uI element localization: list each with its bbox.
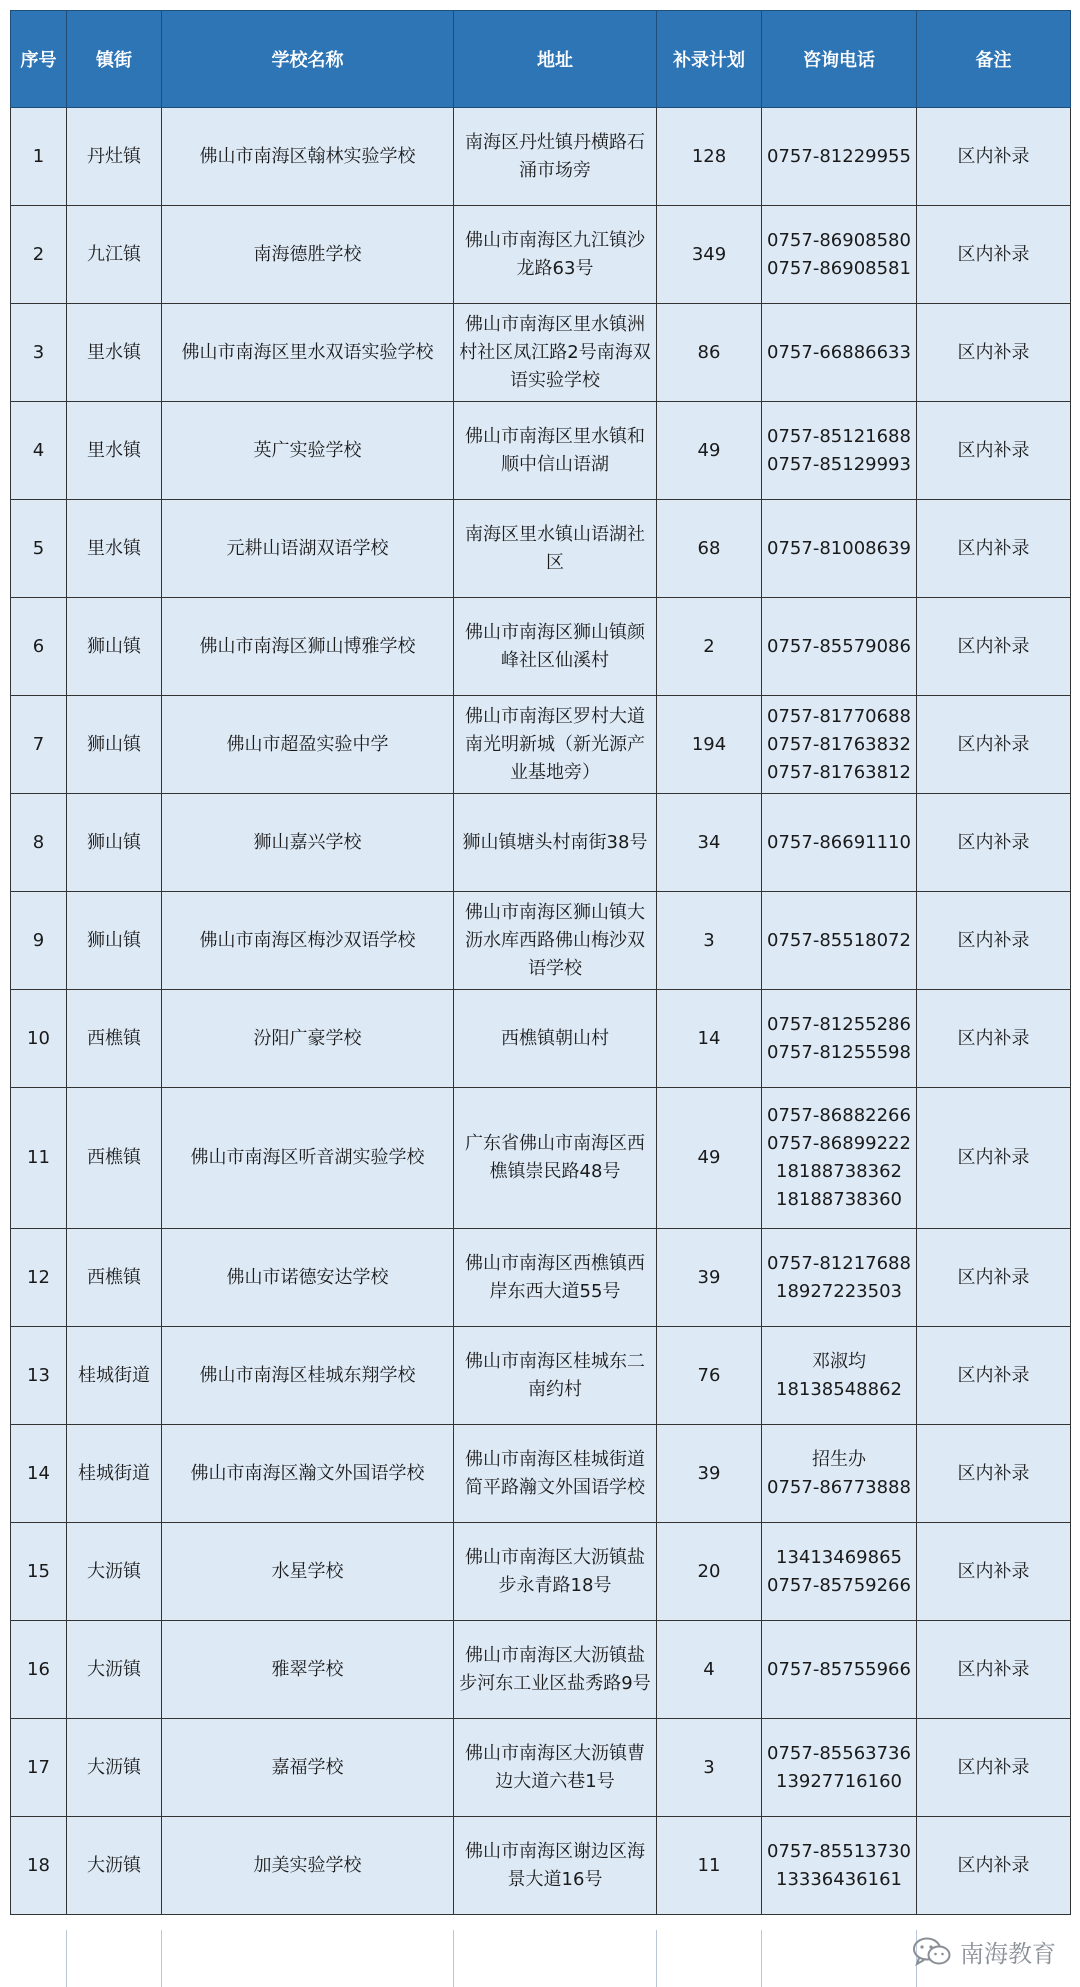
row-phone: [762, 500, 917, 598]
row-town: 西樵镇: [67, 990, 162, 1088]
row-school-name: 佛山市南海区瀚文外国语学校: [162, 1425, 454, 1523]
row-town: 狮山镇: [67, 696, 162, 794]
row-town: 大沥镇: [67, 1817, 162, 1915]
header-town: 镇街: [67, 11, 162, 108]
phone-line: 13927716160: [776, 1770, 902, 1792]
row-address: 佛山市南海区谢边区海景大道16号: [454, 1817, 657, 1915]
row-phone: [762, 990, 917, 1088]
row-address: 佛山市南海区大沥镇曹边大道六巷1号: [454, 1719, 657, 1817]
phone-line: 0757-81217688: [767, 1252, 911, 1274]
table-row: [11, 990, 1071, 1088]
row-phone: [762, 206, 917, 304]
row-phone: [762, 1817, 917, 1915]
row-address: 佛山市南海区大沥镇盐步河东工业区盐秀路9号: [454, 1621, 657, 1719]
row-school-name: 佛山市诺德安达学校: [162, 1229, 454, 1327]
row-remark: 区内补录: [917, 794, 1071, 892]
row-address: 南海区丹灶镇丹横路石涌市场旁: [454, 108, 657, 206]
phone-line: 0757-85129993: [767, 453, 911, 475]
row-address: 佛山市南海区大沥镇盐步永青路18号: [454, 1523, 657, 1621]
row-school-name: 佛山市南海区听音湖实验学校: [162, 1088, 454, 1229]
row-number: 8: [11, 794, 67, 892]
row-plan: 49: [657, 1088, 762, 1229]
table-row: [11, 696, 1071, 794]
header-remark: 备注: [917, 11, 1071, 108]
row-school-name: 佛山市南海区狮山博雅学校: [162, 598, 454, 696]
phone-line: 0757-85579086: [767, 635, 911, 657]
row-remark: 区内补录: [917, 598, 1071, 696]
table-row: [11, 1088, 1071, 1229]
row-remark: 区内补录: [917, 206, 1071, 304]
watermark-text: 南海教育: [960, 1940, 1056, 1968]
row-school-name: 加美实验学校: [162, 1817, 454, 1915]
row-plan: 49: [657, 402, 762, 500]
row-address: 南海区里水镇山语湖社区: [454, 500, 657, 598]
row-number: 2: [11, 206, 67, 304]
phone-line: 0757-85121688: [767, 425, 911, 447]
row-number: 11: [11, 1088, 67, 1229]
row-school-name: 汾阳广豪学校: [162, 990, 454, 1088]
phone-line: 0757-85518072: [767, 929, 911, 951]
phone-line: 招生办: [812, 1448, 866, 1470]
row-school-name: 佛山市南海区桂城东翔学校: [162, 1327, 454, 1425]
phone-line: 18927223503: [776, 1280, 902, 1302]
table-row: [11, 402, 1071, 500]
row-address: 佛山市南海区狮山镇大沥水库西路佛山梅沙双语学校: [454, 892, 657, 990]
row-phone: [762, 794, 917, 892]
row-address: 佛山市南海区里水镇和顺中信山语湖: [454, 402, 657, 500]
row-number: 17: [11, 1719, 67, 1817]
row-remark: 区内补录: [917, 108, 1071, 206]
row-address: 佛山市南海区狮山镇颜峰社区仙溪村: [454, 598, 657, 696]
row-school-name: 雅翠学校: [162, 1621, 454, 1719]
row-number: 6: [11, 598, 67, 696]
row-town: 狮山镇: [67, 598, 162, 696]
row-phone: [762, 1621, 917, 1719]
row-phone: [762, 598, 917, 696]
row-town: 大沥镇: [67, 1621, 162, 1719]
row-school-name: 佛山市南海区梅沙双语学校: [162, 892, 454, 990]
row-plan: 349: [657, 206, 762, 304]
row-plan: 194: [657, 696, 762, 794]
table-row: [11, 892, 1071, 990]
table-row: [11, 1621, 1071, 1719]
phone-line: 13336436161: [776, 1868, 902, 1890]
row-plan: 11: [657, 1817, 762, 1915]
row-phone: [762, 1327, 917, 1425]
table-row: [11, 1719, 1071, 1817]
header-row: [11, 11, 1071, 108]
row-remark: 区内补录: [917, 696, 1071, 794]
header-school: 学校名称: [162, 11, 454, 108]
row-school-name: 佛山市超盈实验中学: [162, 696, 454, 794]
row-number: 9: [11, 892, 67, 990]
table-bottom-strip: [10, 1930, 1070, 1987]
row-address: 佛山市南海区罗村大道南光明新城（新光源产业基地旁）: [454, 696, 657, 794]
row-town: 狮山镇: [67, 794, 162, 892]
row-remark: 区内补录: [917, 1621, 1071, 1719]
phone-line: 0757-85513730: [767, 1840, 911, 1862]
row-address: 佛山市南海区桂城东二南约村: [454, 1327, 657, 1425]
row-number: 1: [11, 108, 67, 206]
row-school-name: 南海德胜学校: [162, 206, 454, 304]
row-remark: 区内补录: [917, 1229, 1071, 1327]
row-town: 桂城街道: [67, 1425, 162, 1523]
row-plan: 2: [657, 598, 762, 696]
row-phone: [762, 1425, 917, 1523]
row-phone: [762, 696, 917, 794]
table-row: [11, 1425, 1071, 1523]
row-phone: [762, 1229, 917, 1327]
row-town: 狮山镇: [67, 892, 162, 990]
row-plan: 20: [657, 1523, 762, 1621]
row-number: 12: [11, 1229, 67, 1327]
row-plan: 39: [657, 1425, 762, 1523]
table-row: [11, 794, 1071, 892]
row-remark: 区内补录: [917, 1523, 1071, 1621]
row-town: 大沥镇: [67, 1719, 162, 1817]
phone-line: 0757-86908581: [767, 257, 911, 279]
row-plan: 76: [657, 1327, 762, 1425]
row-plan: 86: [657, 304, 762, 402]
header-no: 序号: [11, 11, 67, 108]
row-address: 狮山镇塘头村南街38号: [454, 794, 657, 892]
table-row: [11, 1523, 1071, 1621]
row-plan: 3: [657, 892, 762, 990]
phone-line: 0757-81008639: [767, 537, 911, 559]
phone-line: 0757-85755966: [767, 1658, 911, 1680]
table-body: [11, 108, 1071, 1915]
row-phone: [762, 1088, 917, 1229]
row-school-name: 元耕山语湖双语学校: [162, 500, 454, 598]
phone-line: 0757-81255598: [767, 1041, 911, 1063]
wechat-icon: [912, 1936, 952, 1968]
row-school-name: 狮山嘉兴学校: [162, 794, 454, 892]
row-phone: [762, 304, 917, 402]
table-row: [11, 108, 1071, 206]
row-phone: [762, 892, 917, 990]
school-table-container: [10, 10, 1070, 1915]
row-address: 西樵镇朝山村: [454, 990, 657, 1088]
row-remark: 区内补录: [917, 1719, 1071, 1817]
row-plan: 34: [657, 794, 762, 892]
row-phone: [762, 402, 917, 500]
phone-line: 邓淑均: [812, 1350, 866, 1372]
phone-line: 0757-81763812: [767, 761, 911, 783]
row-town: 九江镇: [67, 206, 162, 304]
row-town: 大沥镇: [67, 1523, 162, 1621]
phone-line: 0757-81255286: [767, 1013, 911, 1035]
row-address: 广东省佛山市南海区西樵镇崇民路48号: [454, 1088, 657, 1229]
row-plan: 128: [657, 108, 762, 206]
header-plan: 补录计划: [657, 11, 762, 108]
table-row: [11, 1817, 1071, 1915]
table-row: [11, 598, 1071, 696]
table-row: [11, 500, 1071, 598]
school-table: [10, 10, 1071, 1915]
row-plan: 39: [657, 1229, 762, 1327]
row-school-name: 佛山市南海区里水双语实验学校: [162, 304, 454, 402]
row-address: 佛山市南海区桂城街道简平路瀚文外国语学校: [454, 1425, 657, 1523]
row-town: 丹灶镇: [67, 108, 162, 206]
row-town: 西樵镇: [67, 1088, 162, 1229]
row-address: 佛山市南海区九江镇沙龙路63号: [454, 206, 657, 304]
row-town: 里水镇: [67, 402, 162, 500]
row-plan: 4: [657, 1621, 762, 1719]
row-town: 桂城街道: [67, 1327, 162, 1425]
row-number: 7: [11, 696, 67, 794]
row-remark: 区内补录: [917, 990, 1071, 1088]
row-number: 10: [11, 990, 67, 1088]
phone-line: 0757-85759266: [767, 1574, 911, 1596]
row-school-name: 嘉福学校: [162, 1719, 454, 1817]
phone-line: 18188738362: [776, 1161, 902, 1182]
phone-line: 0757-85563736: [767, 1742, 911, 1764]
row-town: 里水镇: [67, 304, 162, 402]
row-remark: 区内补录: [917, 304, 1071, 402]
row-remark: 区内补录: [917, 1425, 1071, 1523]
row-number: 18: [11, 1817, 67, 1915]
row-remark: 区内补录: [917, 1327, 1071, 1425]
row-plan: 68: [657, 500, 762, 598]
table-row: [11, 1327, 1071, 1425]
row-number: 14: [11, 1425, 67, 1523]
row-address: 佛山市南海区西樵镇西岸东西大道55号: [454, 1229, 657, 1327]
table-row: [11, 206, 1071, 304]
phone-line: 0757-81763832: [767, 733, 911, 755]
row-remark: 区内补录: [917, 892, 1071, 990]
watermark: [912, 1934, 1056, 1969]
row-school-name: 佛山市南海区翰林实验学校: [162, 108, 454, 206]
row-phone: [762, 1523, 917, 1621]
row-remark: 区内补录: [917, 1088, 1071, 1229]
table-row: [11, 1229, 1071, 1327]
row-plan: 14: [657, 990, 762, 1088]
row-number: 4: [11, 402, 67, 500]
phone-line: 0757-86882266: [767, 1105, 911, 1126]
row-phone: [762, 1719, 917, 1817]
row-address: 佛山市南海区里水镇洲村社区凤江路2号南海双语实验学校: [454, 304, 657, 402]
phone-line: 0757-86908580: [767, 229, 911, 251]
row-remark: 区内补录: [917, 1817, 1071, 1915]
row-school-name: 水星学校: [162, 1523, 454, 1621]
row-town: 里水镇: [67, 500, 162, 598]
row-number: 13: [11, 1327, 67, 1425]
phone-line: 13413469865: [776, 1546, 902, 1568]
row-number: 5: [11, 500, 67, 598]
phone-line: 0757-86691110: [767, 831, 911, 853]
phone-line: 18188738360: [776, 1189, 902, 1210]
row-phone: [762, 108, 917, 206]
header-address: 地址: [454, 11, 657, 108]
row-remark: 区内补录: [917, 500, 1071, 598]
phone-line: 0757-86899222: [767, 1133, 911, 1154]
row-number: 15: [11, 1523, 67, 1621]
phone-line: 0757-81229955: [767, 145, 911, 167]
row-remark: 区内补录: [917, 402, 1071, 500]
phone-line: 0757-66886633: [767, 341, 911, 363]
header-phone: 咨询电话: [762, 11, 917, 108]
row-number: 16: [11, 1621, 67, 1719]
phone-line: 18138548862: [776, 1378, 902, 1400]
row-town: 西樵镇: [67, 1229, 162, 1327]
table-row: [11, 304, 1071, 402]
row-school-name: 英广实验学校: [162, 402, 454, 500]
phone-line: 0757-81770688: [767, 705, 911, 727]
row-plan: 3: [657, 1719, 762, 1817]
phone-line: 0757-86773888: [767, 1476, 911, 1498]
row-number: 3: [11, 304, 67, 402]
